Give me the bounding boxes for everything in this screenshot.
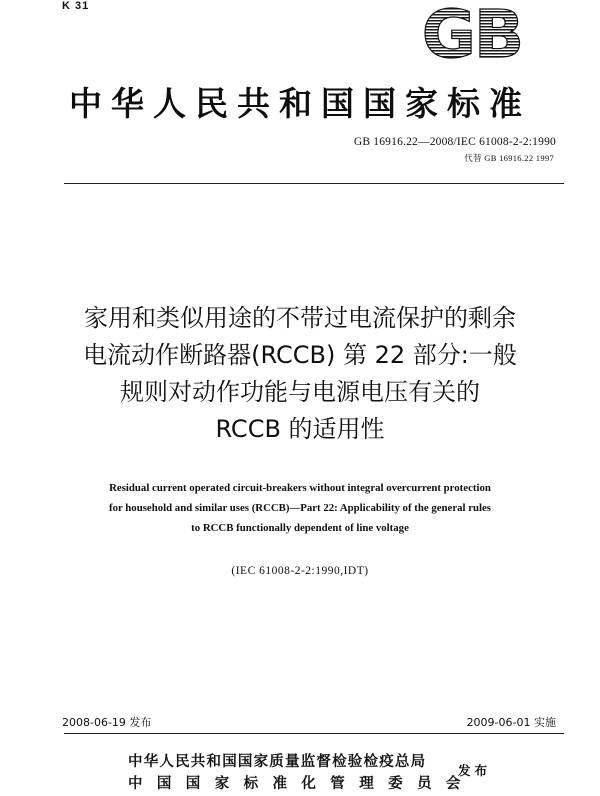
gb-logo-text: GB xyxy=(421,2,523,62)
implement-date: 2009-06-01 实施 xyxy=(466,716,556,729)
issuer-sac: 中国国家标准化管理委员会 xyxy=(128,776,475,792)
national-standard-title: 中华人民共和国国家标准 xyxy=(69,84,531,123)
issuer-aqsiq: 中华人民共和国国家质量监督检验检疫总局 xyxy=(128,754,427,770)
chinese-title-line: RCCB 的适用性 xyxy=(215,415,385,443)
publish-date: 2008-06-19 发布 xyxy=(62,716,152,729)
english-title-line: to RCCB functionally dependent of line voltage xyxy=(191,522,409,534)
replaces-note: 代替 GB 16916.22 1997 xyxy=(464,153,554,163)
standard-number: GB 16916.22—2008/IEC 61008-2-2:1990 xyxy=(353,136,556,148)
english-title-line: for household and similar uses (RCCB)—Part 22: Applicability of the general rules xyxy=(109,502,491,514)
chinese-title-line: 家用和类似用途的不带过电流保护的剩余 xyxy=(84,304,516,332)
english-title xyxy=(0,478,600,538)
gb-logo xyxy=(408,2,536,62)
chinese-title xyxy=(0,300,600,448)
ics-code: K 31 xyxy=(62,0,90,12)
release-label: 发布 xyxy=(458,763,492,778)
footer-divider xyxy=(64,733,564,734)
header-divider xyxy=(64,183,564,184)
chinese-title-line: 规则对动作功能与电源电压有关的 xyxy=(120,378,480,406)
chinese-title-line: 电流动作断路器(RCCB) 第 22 部分:一般 xyxy=(83,341,517,369)
english-title-line: Residual current operated circuit-breakers without integral overcurrent protection xyxy=(109,482,491,494)
iec-equivalence: (IEC 61008-2-2:1990,IDT) xyxy=(231,565,369,577)
